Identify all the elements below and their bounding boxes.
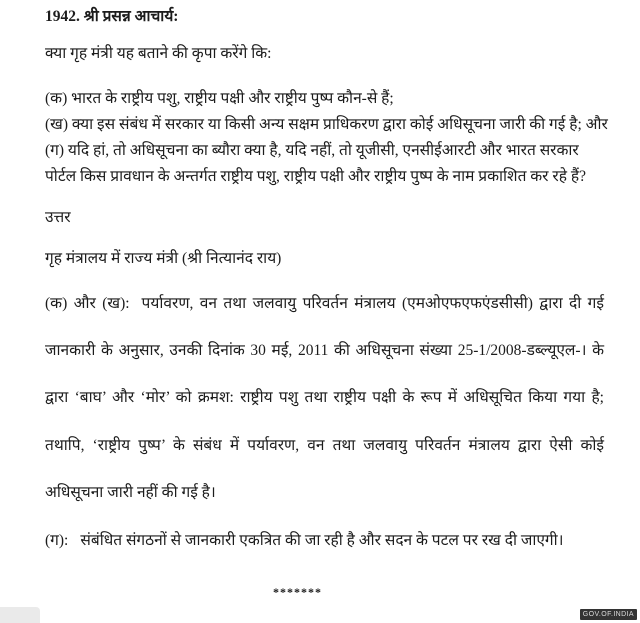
question-part-a: (क) भारत के राष्ट्रीय पशु, राष्ट्रीय पक्षी और राष्ट्रीय पुष्प कौन-से हैं;: [45, 90, 394, 107]
question-part-c-line2: पोर्टल किस प्रावधान के अन्तर्गत राष्ट्रीय पशु, राष्ट्रीय पक्षी और राष्ट्रीय पुष्प के नाम प्रकाशित कर रहे हैं?: [45, 168, 586, 185]
answer-heading: उत्तर: [45, 209, 71, 226]
answer-ab-line1: [45, 293, 604, 314]
end-separator-asterisks: *******: [273, 585, 322, 599]
answer-ab-line2: जानकारी के अनुसार, उनकी दिनांक 30 मई, 2011 की अधिसूचना संख्या 25-1/2008-डब्ल्यूएल-। के: [45, 342, 604, 359]
answer-c-line: [45, 530, 604, 551]
corner-overlay-artifact: [0, 607, 40, 623]
answer-ab-line5: अधिसूचना जारी नहीं की गई है।: [45, 484, 216, 501]
question-number-heading: 1942. श्री प्रसन्न आचार्य:: [45, 8, 179, 25]
answer-ab-line3: द्वारा ‘बाघ’ और ‘मोर’ को क्रमश: राष्ट्रीय पशु तथा राष्ट्रीय पक्षी के रूप में अधिसूचित किया गया है;: [45, 389, 604, 406]
minister-line: गृह मंत्रालय में राज्य मंत्री (श्री नित्यानंद राय): [45, 250, 282, 267]
answer-ab-line4: तथापि, ‘राष्ट्रीय पुष्प’ के संबंध में पर्यावरण, वन तथा जलवायु परिवर्तन मंत्रालय द्वारा ऐसी कोई: [45, 437, 604, 454]
question-part-b: (ख) क्या इस संबंध में सरकार या किसी अन्य सक्षम प्राधिकरण द्वारा कोई अधिसूचना जारी की गई है; और: [45, 116, 608, 133]
gov-of-india-watermark: GOV.OF.INDIA: [580, 609, 637, 620]
intro-line: क्या गृह मंत्री यह बताने की कृपा करेंगे कि:: [45, 45, 272, 62]
answer-c-prefix: (ग):: [45, 532, 69, 549]
answer-ab-line1-text: पर्यावरण, वन तथा जलवायु परिवर्तन मंत्रालय (एमओएफएफएंडसीसी) द्वारा दी गई: [141, 295, 604, 312]
answer-ab-prefix: (क) और (ख):: [45, 295, 130, 312]
answer-c-text: संबंधित संगठनों से जानकारी एकत्रित की जा रही है और सदन के पटल पर रख दी जाएगी।: [80, 532, 564, 549]
question-part-c-line1: (ग) यदि हां, तो अधिसूचना का ब्यौरा क्या है, यदि नहीं, तो यूजीसी, एनसीईआरटी और भारत सरकार: [45, 142, 579, 159]
